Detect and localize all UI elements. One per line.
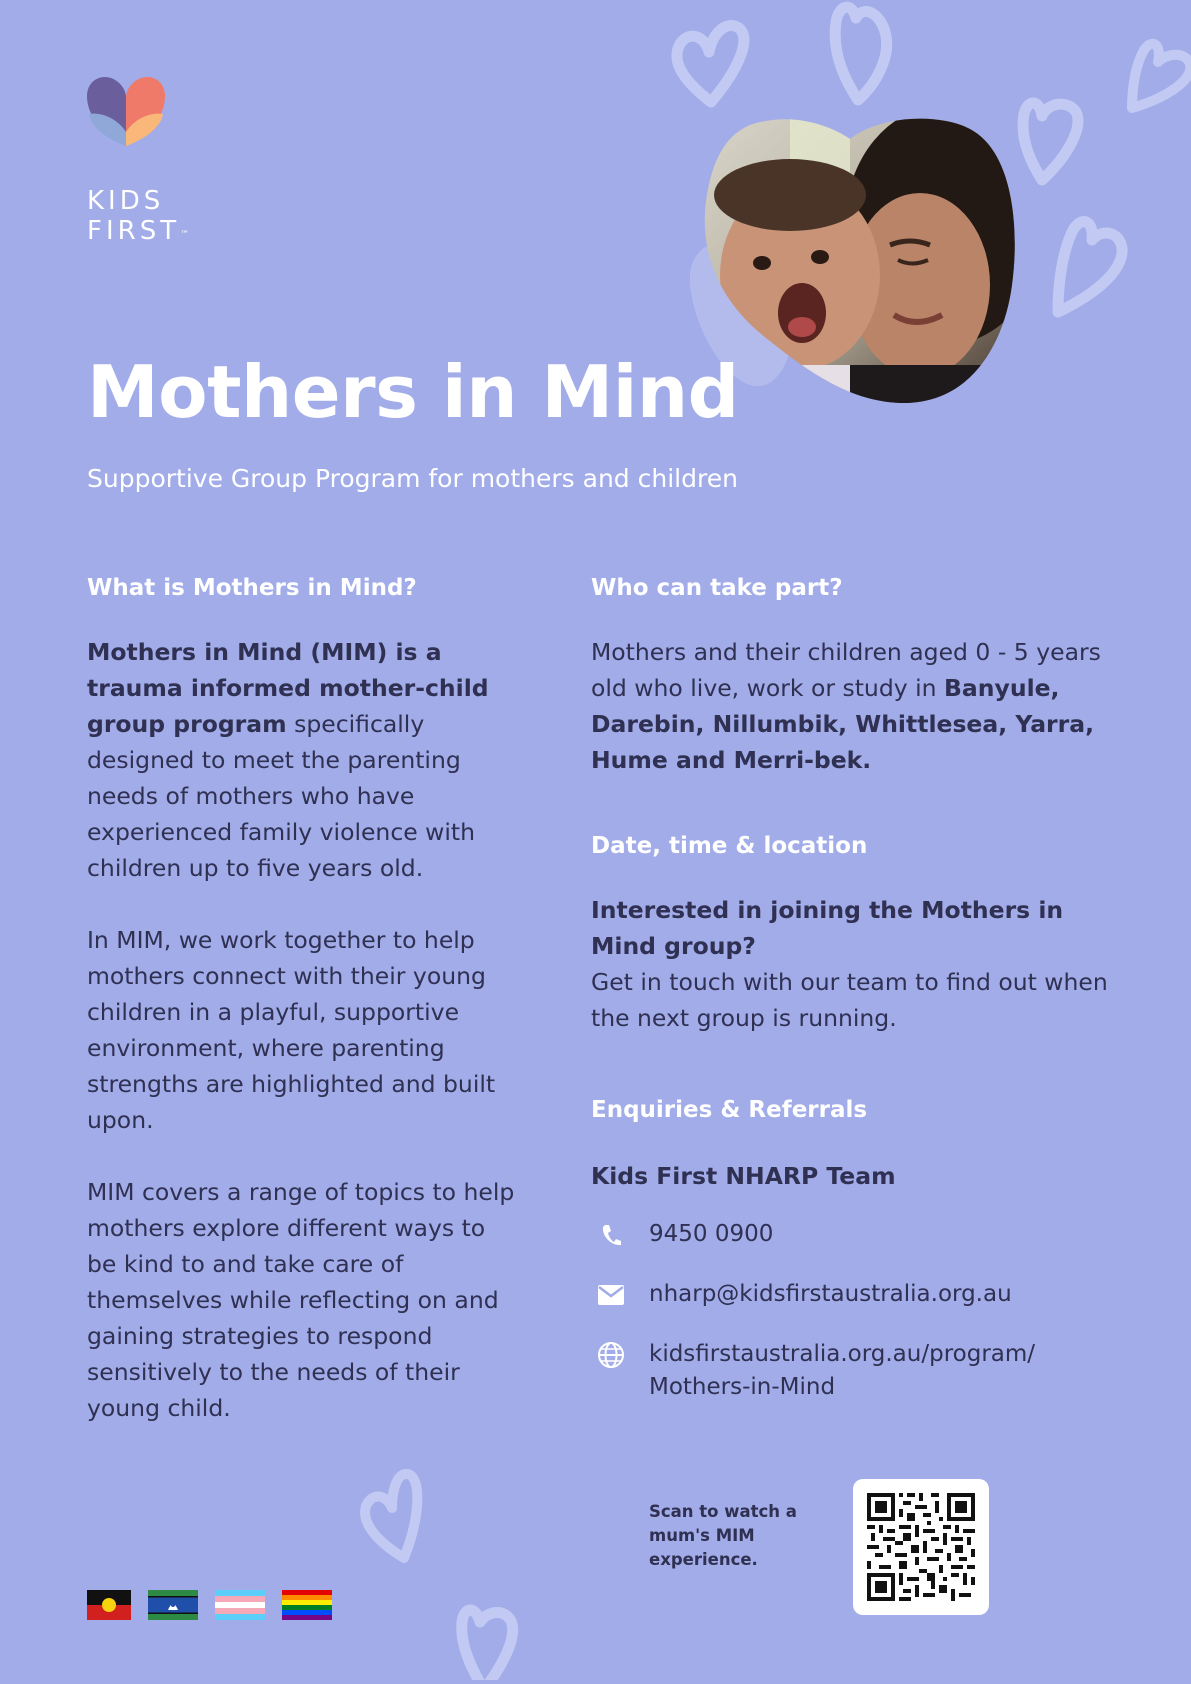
logo-line-first bbox=[87, 216, 207, 246]
heart-outline-icon bbox=[665, 12, 755, 112]
what-is-paragraph-1 bbox=[87, 634, 517, 886]
date-heading: Date, time & location bbox=[591, 833, 868, 859]
who-text: Mothers and their children aged 0 - 5 years old who live, work or study in bbox=[591, 638, 1101, 702]
what-is-intro-rest: specifically designed to meet the parenting needs of mothers who have experienced family violence with children up to five years old. bbox=[87, 710, 476, 882]
date-question: Interested in joining the Mothers in Mind group? bbox=[591, 896, 1064, 960]
phone-row[interactable] bbox=[591, 1218, 1111, 1252]
what-is-heading: What is Mothers in Mind? bbox=[87, 575, 417, 601]
transgender-flag-icon bbox=[215, 1590, 265, 1620]
qr-caption-line-3: experience. bbox=[649, 1550, 758, 1569]
heart-outline-icon bbox=[1122, 36, 1191, 126]
date-text: Get in touch with our team to find out when the next group is running. bbox=[591, 968, 1108, 1032]
what-is-section bbox=[87, 572, 517, 1426]
aboriginal-flag-icon bbox=[87, 1590, 131, 1620]
flags-row bbox=[87, 1590, 332, 1620]
trademark-mark: ™ bbox=[180, 230, 190, 240]
page-subtitle: Supportive Group Program for mothers and children bbox=[87, 464, 738, 493]
website-line-1[interactable]: kidsfirstaustralia.org.au/program/ bbox=[649, 1341, 1036, 1367]
who-section bbox=[591, 572, 1111, 778]
heart-outline-icon bbox=[1040, 208, 1140, 328]
logo-first-text: FIRST bbox=[87, 216, 181, 246]
heart-outline-icon bbox=[446, 1600, 536, 1680]
website-row[interactable] bbox=[591, 1338, 1111, 1404]
logo-line-kids: KIDS bbox=[87, 186, 165, 216]
who-paragraph bbox=[591, 634, 1111, 778]
website-line-2[interactable]: Mothers-in-Mind bbox=[649, 1374, 836, 1400]
what-is-bold-intro: Mothers in Mind (MIM) is a trauma informed mother-child group program bbox=[87, 638, 489, 738]
qr-caption-line-2: mum's MIM bbox=[649, 1526, 755, 1545]
email-row[interactable] bbox=[591, 1278, 1111, 1312]
date-section bbox=[591, 830, 1111, 1036]
enquiries-section bbox=[591, 1094, 1111, 1404]
email-icon bbox=[591, 1278, 631, 1312]
mother-and-baby-photo bbox=[690, 115, 1030, 415]
qr-code-icon bbox=[867, 1493, 975, 1601]
globe-icon bbox=[591, 1338, 631, 1372]
torres-strait-flag-icon bbox=[148, 1590, 198, 1620]
heart-outline-icon bbox=[818, 0, 908, 110]
qr-caption bbox=[649, 1500, 799, 1572]
what-is-paragraph-2: In MIM, we work together to help mothers connect with their young children in a playful, supportive environment, where parenting strengths are highlighted and built upon. bbox=[87, 926, 496, 1134]
heart-outline-icon bbox=[352, 1466, 442, 1566]
phone-number[interactable]: 9450 0900 bbox=[649, 1221, 774, 1247]
email-address[interactable]: nharp@kidsfirstaustralia.org.au bbox=[649, 1281, 1012, 1307]
logo-wordmark bbox=[87, 186, 207, 246]
page-title: Mothers in Mind bbox=[87, 350, 739, 434]
right-column bbox=[591, 572, 1111, 1404]
who-areas: Banyule, Darebin, Nillumbik, Whittlesea, Yarra, Hume and Merri-bek. bbox=[591, 674, 1095, 774]
rainbow-pride-flag-icon bbox=[282, 1590, 332, 1620]
team-name: Kids First NHARP Team bbox=[591, 1162, 896, 1190]
website-link[interactable] bbox=[649, 1338, 1035, 1404]
who-heading: Who can take part? bbox=[591, 575, 843, 601]
enquiries-heading: Enquiries & Referrals bbox=[591, 1097, 868, 1123]
kids-first-logo bbox=[87, 76, 207, 246]
what-is-paragraph-3: MIM covers a range of topics to help mothers explore different ways to be kind to and take care of themselves while reflecting on and gaining strategies to respond sensitively to the needs of their young child. bbox=[87, 1178, 515, 1422]
qr-caption-line-1: Scan to watch a bbox=[649, 1502, 797, 1521]
qr-code[interactable] bbox=[853, 1479, 989, 1615]
phone-icon bbox=[591, 1218, 631, 1252]
heart-logo-icon bbox=[87, 76, 165, 154]
